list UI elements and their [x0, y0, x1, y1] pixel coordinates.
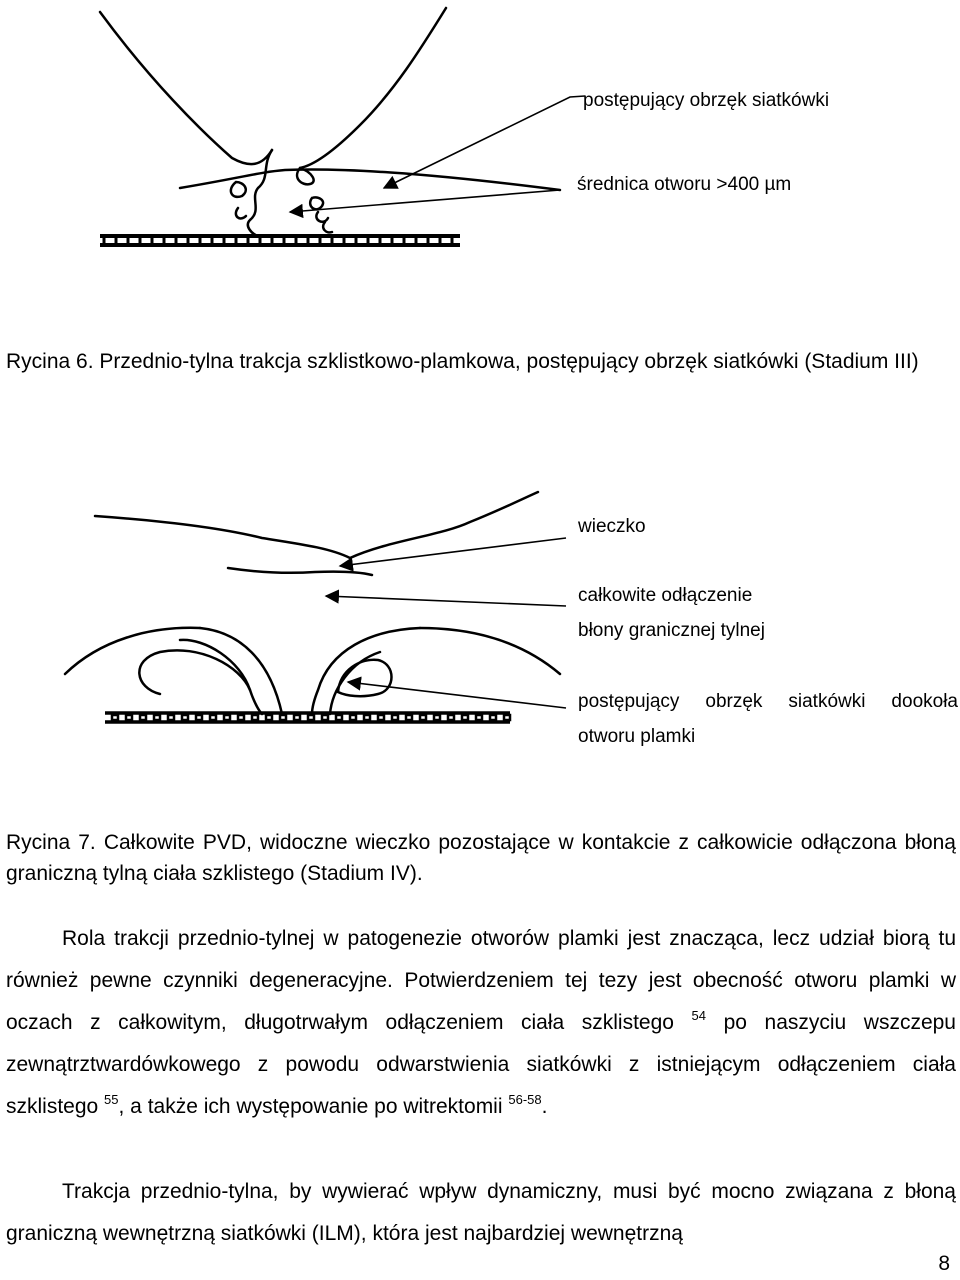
label-edema-line2: otworu plamki — [578, 726, 696, 747]
label-hole-diameter: średnica otworu >400 µm — [577, 174, 792, 195]
right-cyst — [312, 628, 420, 714]
left-cyst — [139, 650, 262, 714]
p1-text-c: , a także ich występowanie po witrektomii — [118, 1095, 503, 1118]
p1-text-b: po naszyciu wszczepu zewnątrztwardówkowego z powodu odwarstwienia siatkówki z istniejącym odłączeniem ciała szklistego — [6, 1011, 956, 1118]
label-detach-line2: błony granicznej tylnej — [578, 620, 765, 641]
operculum — [228, 568, 372, 575]
label-lid: wieczko — [578, 516, 646, 537]
p1-text-d: . — [541, 1095, 548, 1118]
body-paragraph-2 — [6, 1171, 956, 1255]
figure7-leader-arrows — [326, 538, 566, 708]
citation-56-58: 56-58 — [508, 1092, 542, 1107]
body-paragraph-1 — [6, 918, 956, 1128]
figure6-rpe-layer — [100, 236, 460, 245]
figure7-rpe-layer — [105, 713, 510, 722]
label-detach-line1: całkowite odłączenie — [578, 585, 753, 606]
figure6-leader-arrows — [290, 96, 585, 212]
label-edema: postępujący obrzęk siatkówki — [583, 90, 830, 111]
citation-55: 55 — [104, 1092, 119, 1107]
detached-hyaloid — [95, 516, 350, 558]
retina-surface — [180, 170, 560, 190]
label-edema-line1: postępujący obrzęk siatkówki dookoła — [578, 691, 958, 712]
vitreous-membrane-left — [100, 12, 272, 164]
arrow-diameter — [290, 190, 560, 212]
arrow-edema-f7 — [348, 682, 566, 708]
p1-text-a: Rola trakcji przednio-tylnej w patogenezie otworów plamki jest znacząca, lecz udział biorą tu również pewne czynniki degeneracyjne. Potwierdzeniem tej tezy jest obecność otworu plamki w oczach z całkowitym, długotrwałym odłączeniem ciała szklistego — [6, 927, 956, 1034]
figure7-caption: Rycina 7. Całkowite PVD, widoczne wieczko pozostające w kontakcie z całkowicie odłączona błoną graniczną tylną ciała szklistego (Stadium IV). — [6, 831, 956, 885]
arrow-detach — [326, 596, 566, 606]
citation-54: 54 — [691, 1008, 707, 1023]
p2-text: Trakcja przednio-tylna, by wywierać wpływ dynamiczny, musi być mocno związana z błoną graniczną wewnętrzną siatkówki (ILM), która jest najbardziej wewnętrzną — [6, 1180, 956, 1245]
figure6-caption: Rycina 6. Przednio-tylna trakcja szklistkowo-plamkowa, postępujący obrzęk siatkówki (Stadium III) — [6, 350, 919, 373]
page-number: 8 — [938, 1252, 950, 1275]
arrow-lid — [340, 538, 566, 566]
vitreous-membrane-right — [300, 8, 446, 168]
figure6-drawing — [100, 8, 560, 236]
